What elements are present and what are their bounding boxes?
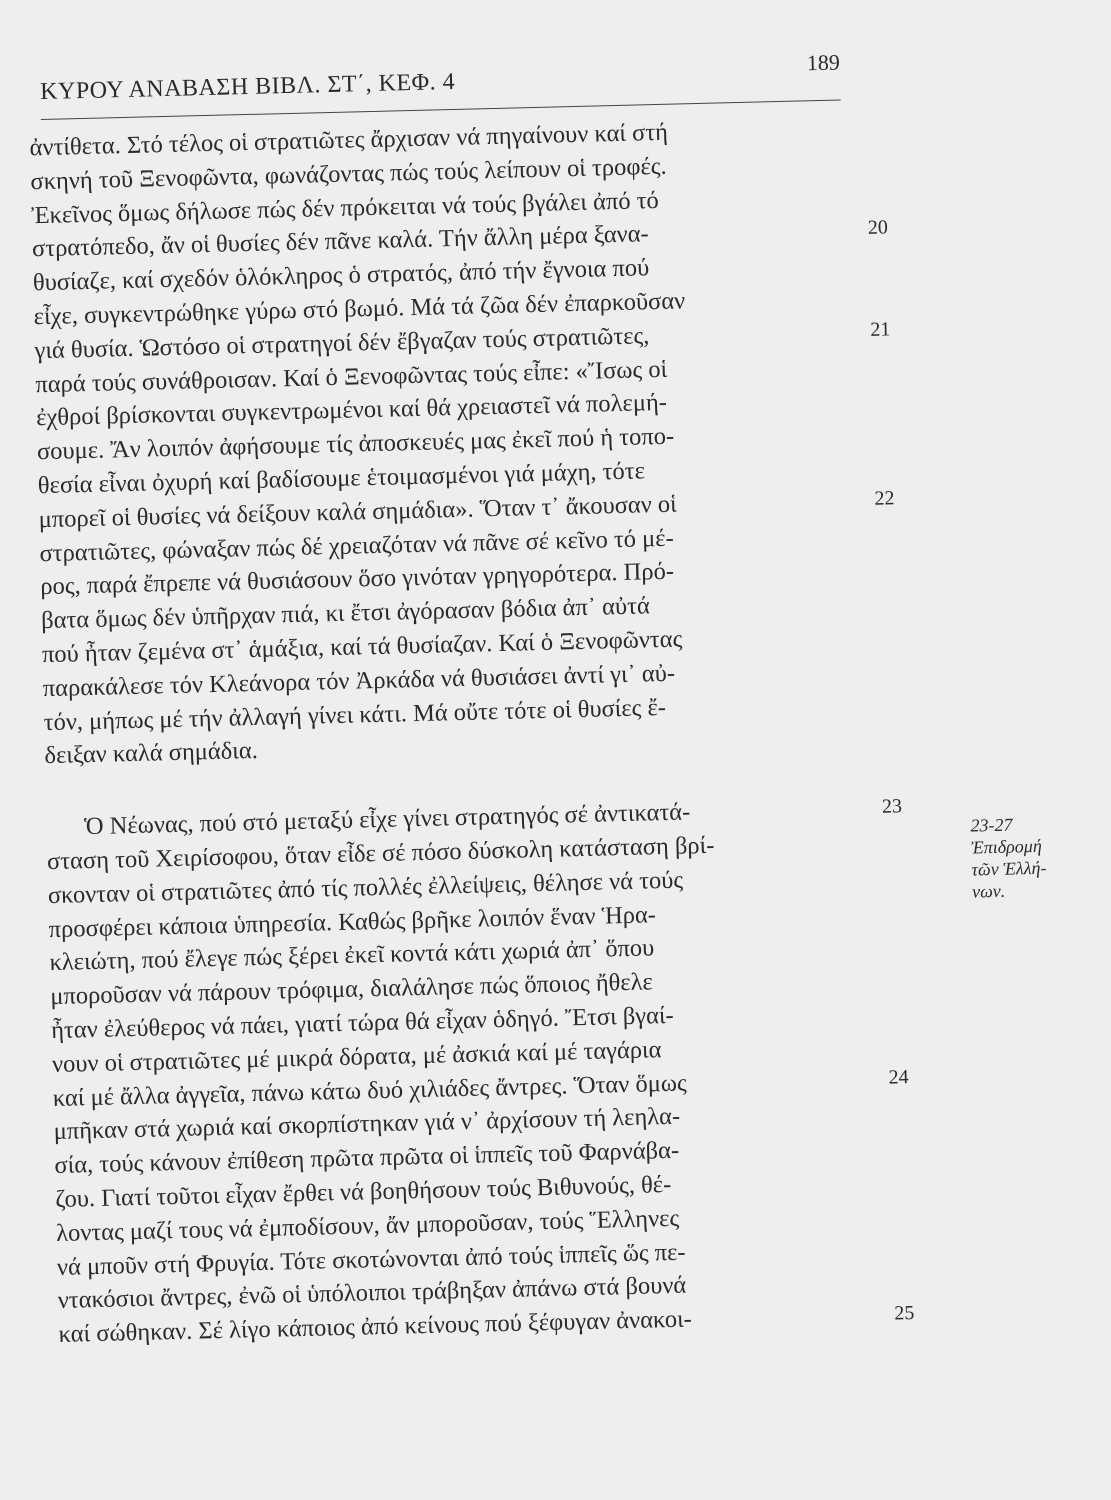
line-number: 25 <box>894 1302 915 1325</box>
margin-note-range: 23-27 <box>970 814 1013 836</box>
page-header <box>40 50 841 110</box>
line-text: κλειώτη, πού ἔλεγε πώς ξέρει ἐκεῖ κοντά κάτι χωριά ἀπ᾿ ὅπου <box>49 934 655 977</box>
line-text: παρακάλεσε τόν Κλεάνορα τόν Ἀρκάδα νά θυσιάσει ἀντί γι᾿ αὐ- <box>42 659 676 702</box>
line-text: ρος, παρά ἔπρεπε νά θυσιάσουν ὅσο γινόταν γρηγορότερα. Πρό- <box>40 558 675 601</box>
line-number: 23 <box>881 795 903 818</box>
line-text: σουμε. Ἄν λοιπόν ἀφήσουμε τίς ἀποσκευές μας ἐκεῖ πού ἡ τοπο- <box>36 422 675 466</box>
line-text: σία, τούς κάνουν ἐπίθεση πρῶτα πρῶτα οἱ ἱππεῖς τοῦ Φαρνάβα- <box>54 1136 680 1180</box>
line-text: ἦταν ἐλεύθερος νά πάει, γιατί τώρα θά εἶχαν ὁδηγό. Ἔτσι βγαί- <box>50 1001 674 1044</box>
line-text: καί σώθηκαν. Σέ λίγο κάποιος ἀπό κείνους πού ξέφυγαν ἀνακοι- <box>58 1305 693 1349</box>
line-text: νουν οἱ στρατιῶτες μέ μικρά δόρατα, μέ ἀσκιά καί μέ ταγάρια <box>51 1035 662 1078</box>
line-text: μποροῦσαν νά πάρουν τρόφιμα, διαλάλησε πώς ὅποιος ἤθελε <box>50 968 654 1011</box>
line-text: παρά τούς συνάθροισαν. Καί ὁ Ξενοφῶντας τούς εἶπε: «Ἴσως οἱ <box>35 355 668 398</box>
line-text: στρατόπεδο, ἄν οἱ θυσίες δέν πᾶνε καλά. Τήν ἄλλη μέρα ξανα- <box>31 220 649 263</box>
line-text: ἐχθροί βρίσκονται συγκεντρωμένοι καί θά χρειαστεῖ νά πολεμή- <box>35 389 668 432</box>
line-text: καί μέ ἄλλα ἀγγεῖα, πάνω κάτω δυό χιλιάδες ἄντρες. Ὅταν ὅμως <box>52 1069 687 1112</box>
line-text: βατα ὅμως δέν ὑπῆρχαν πιά, κι ἔτσι ἀγόρασαν βόδια ἀπ᾿ αὐτά <box>40 592 651 635</box>
paragraph-1 <box>29 111 895 773</box>
body-text <box>29 111 915 1352</box>
line-text: τόν, μήπως μέ τήν ἀλλαγή γίνει κάτι. Μά οὔτε τότε οἱ θυσίες ἔ- <box>43 693 667 736</box>
line-text: σταση τοῦ Χειρίσοφου, ὅταν εἶδε σέ πόσο δύσκολη κατάσταση βρί- <box>46 831 715 876</box>
line-number: 21 <box>870 318 891 341</box>
line-text: μπῆκαν στά χωριά καί σκορπίστηκαν γιά ν᾿ ἀρχίσουν τή λεηλα- <box>53 1103 681 1146</box>
line-text: Ὁ Νέωνας, πού στό μεταξύ εἶχε γίνει στρατηγός σέ ἀντικατά- <box>83 798 691 841</box>
line-text: νά μποῦν στή Φρυγία. Τότε σκοτώνονται ἀπό τούς ἱππεῖς ὥς πε- <box>56 1238 686 1281</box>
line-text: εἶχε, συγκεντρώθηκε γύρω στό βωμό. Μά τά ζῶα δέν ἐπαρκοῦσαν <box>33 287 686 331</box>
line-text: σκηνή τοῦ Ξενοφῶντα, φωνάζοντας πώς τούς λείπουν οἱ τροφές. <box>30 152 667 196</box>
line-number: 22 <box>874 487 895 510</box>
line-number: 20 <box>867 216 889 240</box>
line-text: θυσίαζε, καί σχεδόν ὁλόκληρος ὁ στρατός, ἀπό τήν ἔγνοια πού <box>32 254 650 297</box>
line-text: στρατιῶτες, φώναξαν πώς δέ χρειαζόταν νά πᾶνε σέ κεῖνο τό μέ- <box>39 524 674 567</box>
running-head: ΚΥΡΟΥ ΑΝΑΒΑΣΗ ΒΙΒΛ. ΣΤ΄, ΚΕΦ. 4 <box>39 68 456 106</box>
line-text: θεσία εἶναι ὀχυρή καί βαδίσουμε ἑτοιμασμένοι γιά μάχη, τότε <box>37 457 646 500</box>
line-text: δειξαν καλά σημάδια. <box>44 737 259 770</box>
page-number: 189 <box>806 49 841 76</box>
margin-note-line: νων. <box>971 880 1006 902</box>
line-text: μπορεῖ οἱ θυσίες νά δείξουν καλά σημάδια». Ὅταν τ᾿ ἄκουσαν οἱ <box>38 490 678 533</box>
line-text: γιά θυσία. Ὡστόσο οἱ στρατηγοί δέν ἔβγαζαν τούς στρατιῶτες, <box>34 322 650 365</box>
line-number: 24 <box>888 1065 909 1089</box>
line-text: ἀντίθετα. Στό τέλος οἱ στρατιῶτες ἄρχισαν νά πηγαίνουν καί στή <box>29 118 669 162</box>
margin-note-line: τῶν Ἑλλή- <box>971 857 1047 880</box>
line-text: σκονταν οἱ στρατιῶτες ἀπό τίς πολλές ἐλλείψεις, θέλησε νά τούς <box>47 866 684 909</box>
paragraph-2 <box>46 791 915 1352</box>
line-text: ζου. Γιατί τοῦτοι εἶχαν ἔρθει νά βοηθήσουν τούς Βιθυνούς, θέ- <box>54 1170 672 1213</box>
line-text: προσφέρει κάποια ὑπηρεσία. Καθώς βρῆκε λοιπόν ἕναν Ἡρα- <box>48 900 657 943</box>
margin-note <box>970 811 1111 902</box>
margin-note-line: Ἐπιδρομή <box>970 835 1042 858</box>
line-text: λοντας μαζί τους νά ἐμποδίσουν, ἄν μποροῦσαν, τούς Ἕλληνες <box>55 1204 680 1247</box>
line-text: πού ἦταν ζεμένα στ᾿ ἁμάξια, καί τά θυσίαζαν. Καί ὁ Ξενοφῶντας <box>41 625 683 669</box>
line-text: Ἐκεῖνος ὅμως δήλωσε πώς δέν πρόκειται νά τούς βγάλει ἀπό τό <box>30 186 660 229</box>
line-text: ντακόσιοι ἄντρες, ἐνῶ οἱ ὑπόλοιποι τράβηξαν ἀπάνω στά βουνά <box>57 1271 687 1315</box>
